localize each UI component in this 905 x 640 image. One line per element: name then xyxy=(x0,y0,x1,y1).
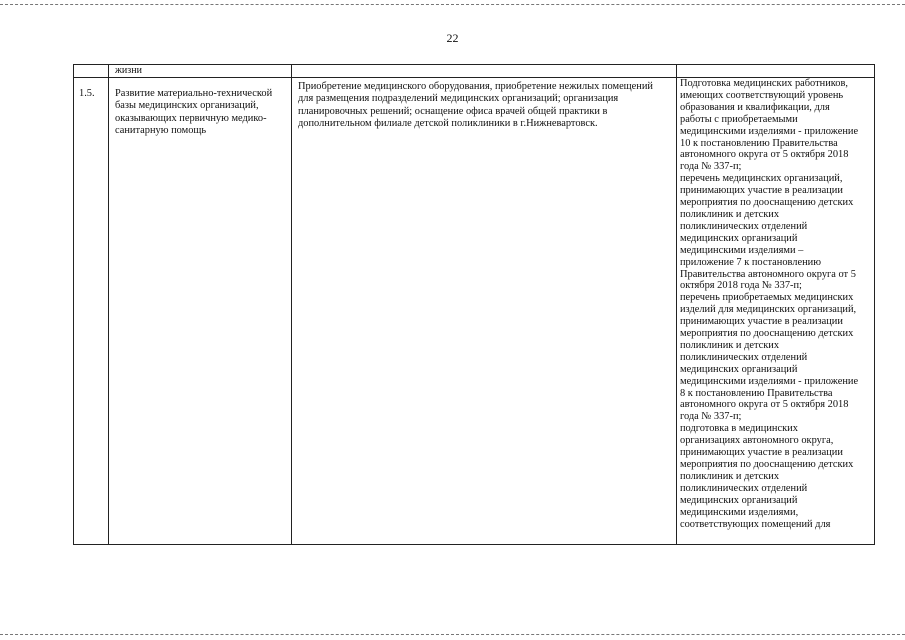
col-border-left xyxy=(73,64,74,544)
documents-cell: Подготовка медицинских работников, имеющих соответствующий уровень образования и квалификации, для работы с приобретаемыми медицинскими изделиями - приложение 10 к постановлению Правительства автономного округа от 5 октября 2018 года № 337-п; перечень медицинских организаций, принимающих участие в реализации мероприятия по дооснащению детских поликлиник и детских поликлинических отделений медицинских организаций медицинскими изделиями – приложение 7 к постановлению Правительства автономного округа от 5 октября 2018 года № 337-п; перечень приобретаемых медицинских изделий для медицинских организаций, принимающих участие в реализации мероприятия по дооснащению детских поликлиник и детских поликлинических отделений медицинских организаций медицинскими изделиями - приложение 8 к постановлению Правительства автономного округа от 5 октября 2018 года № 337-п; подготовка в медицинских организациях автономного округа, принимающих участие в реализации мероприятия по дооснащению детских поликлиник и детских поликлинических отделений медицинских организаций медицинскими изделиями, соответствующих помещений для xyxy=(680,78,859,530)
scan-edge-bottom xyxy=(0,634,905,635)
col-border-event xyxy=(291,64,292,544)
description-cell: Приобретение медицинского оборудования, приобретение нежилых помещений для размещения подразделений медицинских организаций; организация планировочных решений; оснащение офиса врачей общей практики в дополнительном филиале детской поликлиники в г.Нижневартовск. xyxy=(298,81,653,129)
table-top-border xyxy=(73,64,875,65)
event-name-cell: Развитие материально-технической базы медицинских организаций, оказывающих первичную медико- санитарную помощь xyxy=(115,88,273,137)
table-bottom-border xyxy=(73,544,875,545)
col-border-number xyxy=(108,64,109,544)
row-number: 1.5. xyxy=(79,88,95,99)
scan-edge-top xyxy=(0,4,905,5)
measures-table xyxy=(73,64,875,544)
page-number: 22 xyxy=(446,31,459,45)
col-border-description xyxy=(676,64,677,544)
col-border-right xyxy=(874,64,875,544)
continued-cell-text: жизни xyxy=(115,65,142,76)
